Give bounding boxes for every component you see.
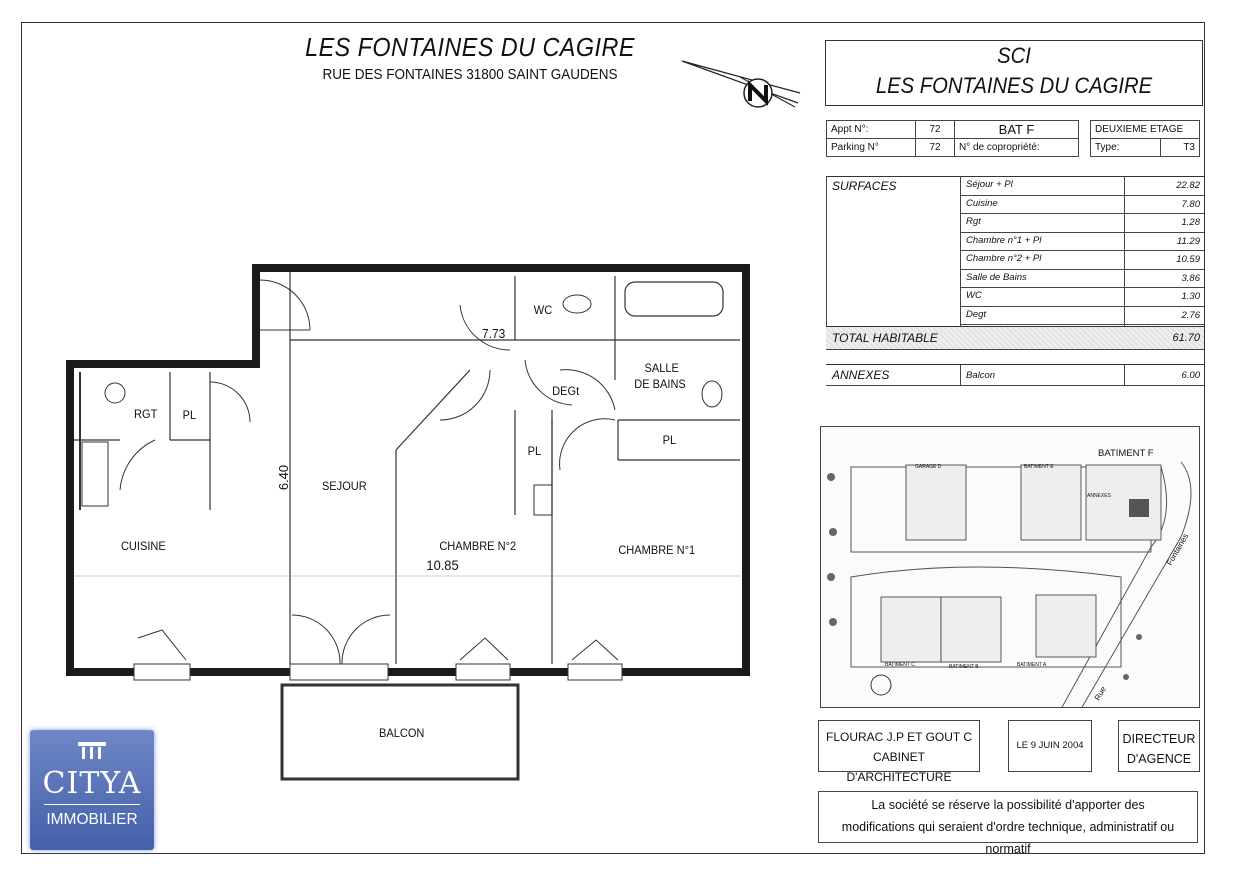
toilet-icon	[563, 295, 591, 313]
dimension-640: 6.40	[276, 464, 292, 491]
room-label-pl: PL	[182, 408, 197, 422]
site-label-batiment-b: BATIMENT B	[949, 664, 979, 670]
architect-line1: FLOURAC J.P ET GOUT C	[825, 730, 973, 744]
surface-row: Séjour + Pl 22.82	[960, 176, 1204, 196]
surfaces-heading: SURFACES	[832, 179, 897, 193]
directeur-line2: D'AGENCE	[1126, 752, 1192, 766]
disclaimer-line2: modifications qui seraient d'ordre technique, administratif ou normatif	[841, 820, 1175, 856]
annexes-item: Balcon	[966, 370, 996, 381]
copro-label: N° de copropriété:	[955, 139, 1079, 157]
boiler-icon	[105, 383, 125, 403]
logo-brand: CITYA	[42, 766, 142, 801]
directeur-line1: DIRECTEUR	[1122, 732, 1196, 746]
info-table	[826, 120, 1200, 157]
north-arrow-icon	[680, 55, 805, 115]
washbasin-icon	[702, 381, 722, 407]
site-label-batiment-f: BATIMENT F	[1098, 448, 1154, 459]
directeur-box	[1118, 720, 1200, 772]
disclaimer-box	[818, 791, 1198, 856]
annexes-row	[826, 364, 1204, 386]
project-title: LES FONTAINES DU CAGIRE	[305, 32, 635, 62]
architect-box	[818, 720, 980, 784]
column-icon	[72, 740, 112, 762]
site-label-batiment-a: BATIMENT A	[1017, 662, 1047, 668]
sci-line2: LES FONTAINES DU CAGIRE	[875, 73, 1153, 98]
room-label-sejour: SEJOUR	[321, 479, 367, 493]
room-label-pl: PL	[662, 433, 677, 447]
disclaimer-line1: La société se réserve la possibilité d'apporter des	[871, 798, 1145, 812]
surface-row: WC 1.30	[960, 287, 1204, 307]
site-label-rue: Rue	[1092, 684, 1108, 703]
room-label-cuisine: CUISINE	[120, 539, 166, 553]
site-label-batiment-c: BATIMENT C	[885, 662, 915, 668]
citya-logo	[30, 730, 154, 850]
room-label-chambre1: CHAMBRE N°1	[618, 543, 696, 557]
surface-row: Rgt 1.28	[960, 213, 1204, 233]
annexes-label: ANNEXES	[832, 368, 890, 382]
site-label-annexes: ANNEXES	[1087, 493, 1111, 499]
date-label: LE 9 JUIN 2004	[1016, 740, 1084, 751]
total-value: 61.70	[1172, 332, 1200, 344]
surface-row: Degt 2.76	[960, 306, 1204, 326]
site-label-garage-d: GARAGE D	[915, 464, 942, 470]
parking-label: Parking N°	[827, 139, 916, 157]
room-label-pl: PL	[527, 444, 542, 458]
date-box	[1008, 720, 1092, 772]
total-row	[826, 326, 1204, 350]
site-label-fontaines: Fontaines	[1164, 532, 1191, 567]
surface-row: Salle de Bains 3.86	[960, 269, 1204, 289]
site-plan	[820, 426, 1200, 708]
surface-row: Chambre n°1 + Pl 11.29	[960, 232, 1204, 252]
appt-value: 72	[916, 121, 955, 139]
floor-plan	[60, 260, 760, 800]
room-label-degt: DEGt	[552, 384, 580, 398]
etage-label: DEUXIEME ETAGE	[1091, 121, 1200, 139]
bat-label: BAT F	[955, 121, 1079, 139]
room-label-chambre2: CHAMBRE N°2	[439, 539, 517, 553]
architect-line2: CABINET D'ARCHITECTURE	[846, 750, 952, 784]
exterior-wall	[70, 268, 746, 672]
room-label-salle-de-bains: DE BAINS	[634, 377, 686, 391]
sci-box	[825, 40, 1203, 106]
room-label-rgt: RGT	[134, 407, 158, 421]
site-plan-drawing	[821, 427, 1200, 708]
room-label-balcon: BALCON	[378, 726, 425, 740]
room-label-wc: WC	[533, 303, 553, 317]
project-address: RUE DES FONTAINES 31800 SAINT GAUDENS	[322, 66, 618, 83]
bathtub-icon	[625, 282, 723, 316]
appt-label: Appt N°:	[827, 121, 916, 139]
annexes-value: 6.00	[1181, 370, 1200, 381]
site-label-batiment-e: BATIMENT E	[1024, 464, 1054, 470]
surfaces-table	[826, 176, 1204, 386]
total-label: TOTAL HABITABLE	[832, 331, 938, 345]
parking-value: 72	[916, 139, 955, 157]
sink-icon	[82, 442, 108, 506]
dimension-773: 7.73	[482, 326, 506, 341]
surface-row: Cuisine 7.80	[960, 195, 1204, 215]
type-value: T3	[1160, 139, 1199, 157]
dimension-1085: 10.85	[426, 557, 459, 573]
sci-line1: SCI	[997, 43, 1031, 68]
room-label-salle: SALLE	[644, 361, 679, 375]
logo-sub: IMMOBILIER	[46, 811, 138, 828]
surface-row: Chambre n°2 + Pl 10.59	[960, 250, 1204, 270]
type-label: Type:	[1091, 139, 1161, 157]
